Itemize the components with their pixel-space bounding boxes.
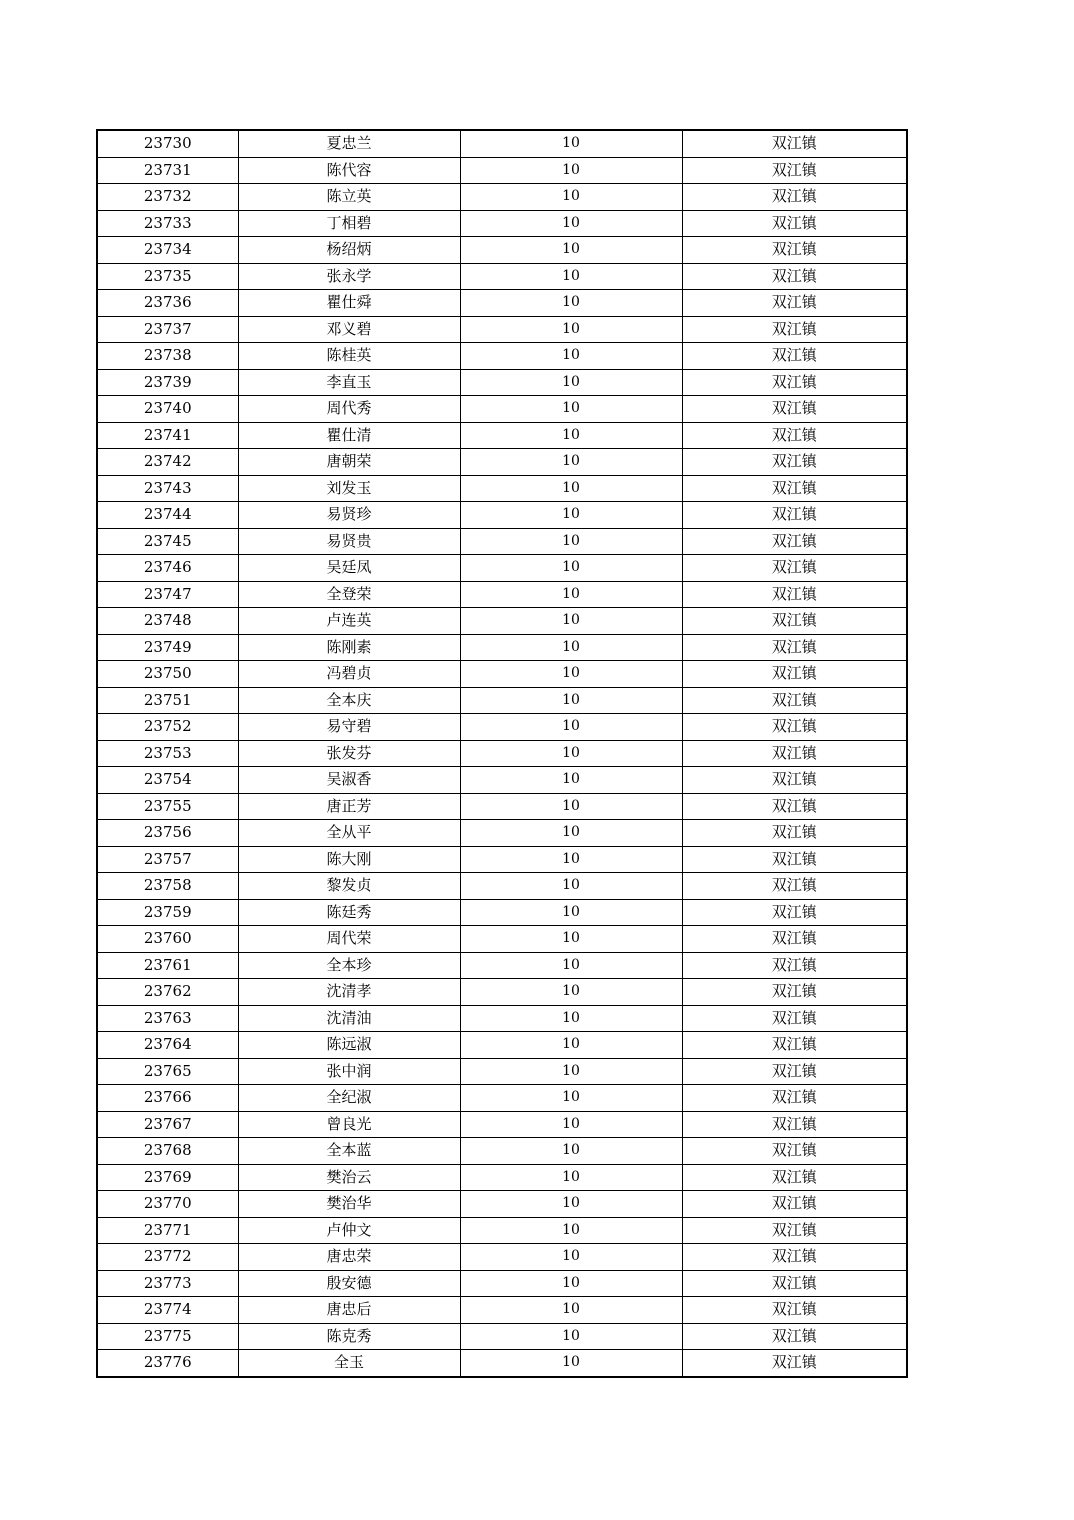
amount-cell: 10 [460,899,682,926]
person-name-cell: 周代秀 [238,396,460,423]
amount-cell: 10 [460,714,682,741]
town-cell: 双江镇 [682,1111,907,1138]
town-cell: 双江镇 [682,714,907,741]
record-id-cell: 23730 [97,130,238,157]
table-row [97,793,907,820]
amount-cell: 10 [460,1032,682,1059]
town-cell: 双江镇 [682,449,907,476]
town-cell: 双江镇 [682,740,907,767]
table-row [97,422,907,449]
amount-cell: 10 [460,608,682,635]
person-name-cell: 陈大刚 [238,846,460,873]
table-row [97,1032,907,1059]
town-cell: 双江镇 [682,502,907,529]
table-row [97,475,907,502]
amount-cell: 10 [460,846,682,873]
table-row [97,290,907,317]
table-row [97,873,907,900]
record-id-cell: 23762 [97,979,238,1006]
amount-cell: 10 [460,661,682,688]
amount-cell: 10 [460,290,682,317]
amount-cell: 10 [460,396,682,423]
table-row [97,687,907,714]
table-row [97,502,907,529]
amount-cell: 10 [460,502,682,529]
person-name-cell: 卢连英 [238,608,460,635]
table-row [97,952,907,979]
town-cell: 双江镇 [682,555,907,582]
amount-cell: 10 [460,979,682,1006]
town-cell: 双江镇 [682,846,907,873]
person-name-cell: 张发芬 [238,740,460,767]
town-cell: 双江镇 [682,422,907,449]
record-id-cell: 23773 [97,1270,238,1297]
person-name-cell: 陈廷秀 [238,899,460,926]
person-name-cell: 吴廷凤 [238,555,460,582]
person-name-cell: 唐忠后 [238,1297,460,1324]
table-row [97,528,907,555]
amount-cell: 10 [460,475,682,502]
person-name-cell: 冯碧贞 [238,661,460,688]
amount-cell: 10 [460,1005,682,1032]
amount-cell: 10 [460,1217,682,1244]
person-name-cell: 樊治云 [238,1164,460,1191]
town-cell: 双江镇 [682,316,907,343]
record-id-cell: 23738 [97,343,238,370]
record-id-cell: 23743 [97,475,238,502]
amount-cell: 10 [460,1138,682,1165]
table-row [97,1164,907,1191]
record-id-cell: 23744 [97,502,238,529]
town-cell: 双江镇 [682,979,907,1006]
record-id-cell: 23772 [97,1244,238,1271]
person-name-cell: 刘发玉 [238,475,460,502]
table-row [97,899,907,926]
record-id-cell: 23755 [97,793,238,820]
person-name-cell: 杨绍炳 [238,237,460,264]
person-name-cell: 陈立英 [238,184,460,211]
table-row [97,1217,907,1244]
person-name-cell: 丁相碧 [238,210,460,237]
record-id-cell: 23763 [97,1005,238,1032]
town-cell: 双江镇 [682,130,907,157]
town-cell: 双江镇 [682,1217,907,1244]
table-row [97,1111,907,1138]
person-name-cell: 陈代容 [238,157,460,184]
record-id-cell: 23751 [97,687,238,714]
table-row [97,449,907,476]
record-id-cell: 23732 [97,184,238,211]
record-id-cell: 23771 [97,1217,238,1244]
person-name-cell: 张中润 [238,1058,460,1085]
town-cell: 双江镇 [682,237,907,264]
record-id-cell: 23774 [97,1297,238,1324]
person-name-cell: 卢仲文 [238,1217,460,1244]
person-name-cell: 殷安德 [238,1270,460,1297]
person-name-cell: 黎发贞 [238,873,460,900]
table-row [97,1191,907,1218]
table-row [97,1138,907,1165]
person-name-cell: 周代荣 [238,926,460,953]
amount-cell: 10 [460,581,682,608]
amount-cell: 10 [460,634,682,661]
town-cell: 双江镇 [682,1032,907,1059]
record-id-cell: 23756 [97,820,238,847]
person-name-cell: 全本珍 [238,952,460,979]
amount-cell: 10 [460,767,682,794]
record-id-cell: 23758 [97,873,238,900]
amount-cell: 10 [460,1270,682,1297]
amount-cell: 10 [460,316,682,343]
table-row [97,184,907,211]
amount-cell: 10 [460,237,682,264]
person-name-cell: 全纪淑 [238,1085,460,1112]
table-row [97,846,907,873]
table-row [97,157,907,184]
amount-cell: 10 [460,210,682,237]
table-row [97,1323,907,1350]
record-id-cell: 23775 [97,1323,238,1350]
record-id-cell: 23736 [97,290,238,317]
town-cell: 双江镇 [682,343,907,370]
table-row [97,740,907,767]
town-cell: 双江镇 [682,1244,907,1271]
table-row [97,1058,907,1085]
town-cell: 双江镇 [682,820,907,847]
table-row [97,767,907,794]
town-cell: 双江镇 [682,1323,907,1350]
record-id-cell: 23733 [97,210,238,237]
record-id-cell: 23761 [97,952,238,979]
amount-cell: 10 [460,263,682,290]
person-name-cell: 吴淑香 [238,767,460,794]
town-cell: 双江镇 [682,1005,907,1032]
town-cell: 双江镇 [682,767,907,794]
amount-cell: 10 [460,555,682,582]
table-row [97,714,907,741]
table-row [97,1297,907,1324]
town-cell: 双江镇 [682,581,907,608]
person-name-cell: 邓义碧 [238,316,460,343]
town-cell: 双江镇 [682,873,907,900]
town-cell: 双江镇 [682,290,907,317]
town-cell: 双江镇 [682,608,907,635]
table-row [97,343,907,370]
amount-cell: 10 [460,952,682,979]
person-name-cell: 易贤珍 [238,502,460,529]
amount-cell: 10 [460,1111,682,1138]
record-id-cell: 23769 [97,1164,238,1191]
town-cell: 双江镇 [682,475,907,502]
table-row [97,555,907,582]
record-id-cell: 23741 [97,422,238,449]
person-name-cell: 易贤贵 [238,528,460,555]
person-name-cell: 张永学 [238,263,460,290]
town-cell: 双江镇 [682,1350,907,1377]
town-cell: 双江镇 [682,184,907,211]
data-table [96,129,908,1378]
person-name-cell: 樊治华 [238,1191,460,1218]
person-name-cell: 夏忠兰 [238,130,460,157]
town-cell: 双江镇 [682,1297,907,1324]
town-cell: 双江镇 [682,369,907,396]
record-id-cell: 23731 [97,157,238,184]
person-name-cell: 全本庆 [238,687,460,714]
town-cell: 双江镇 [682,687,907,714]
record-id-cell: 23746 [97,555,238,582]
table-body [97,130,907,1377]
amount-cell: 10 [460,157,682,184]
town-cell: 双江镇 [682,528,907,555]
table-row [97,926,907,953]
table-row [97,130,907,157]
record-id-cell: 23754 [97,767,238,794]
table-row [97,396,907,423]
town-cell: 双江镇 [682,1085,907,1112]
person-name-cell: 全玉 [238,1350,460,1377]
person-name-cell: 唐朝荣 [238,449,460,476]
town-cell: 双江镇 [682,1270,907,1297]
table-row [97,1085,907,1112]
table-row [97,581,907,608]
table-row [97,1005,907,1032]
table-row [97,1270,907,1297]
record-id-cell: 23760 [97,926,238,953]
person-name-cell: 唐忠荣 [238,1244,460,1271]
person-name-cell: 全登荣 [238,581,460,608]
town-cell: 双江镇 [682,793,907,820]
record-id-cell: 23764 [97,1032,238,1059]
town-cell: 双江镇 [682,1164,907,1191]
amount-cell: 10 [460,130,682,157]
amount-cell: 10 [460,528,682,555]
amount-cell: 10 [460,793,682,820]
person-name-cell: 李直玉 [238,369,460,396]
town-cell: 双江镇 [682,157,907,184]
amount-cell: 10 [460,926,682,953]
table-row [97,263,907,290]
amount-cell: 10 [460,1323,682,1350]
table-row [97,661,907,688]
person-name-cell: 唐正芳 [238,793,460,820]
record-id-cell: 23767 [97,1111,238,1138]
amount-cell: 10 [460,1350,682,1377]
person-name-cell: 沈清孝 [238,979,460,1006]
town-cell: 双江镇 [682,210,907,237]
table-row [97,1244,907,1271]
amount-cell: 10 [460,422,682,449]
record-id-cell: 23745 [97,528,238,555]
table-row [97,210,907,237]
town-cell: 双江镇 [682,1138,907,1165]
town-cell: 双江镇 [682,634,907,661]
record-id-cell: 23765 [97,1058,238,1085]
record-id-cell: 23734 [97,237,238,264]
table-row [97,369,907,396]
amount-cell: 10 [460,369,682,396]
record-id-cell: 23750 [97,661,238,688]
record-id-cell: 23753 [97,740,238,767]
person-name-cell: 全从平 [238,820,460,847]
town-cell: 双江镇 [682,1191,907,1218]
record-id-cell: 23752 [97,714,238,741]
record-id-cell: 23770 [97,1191,238,1218]
person-name-cell: 陈桂英 [238,343,460,370]
amount-cell: 10 [460,820,682,847]
table-row [97,820,907,847]
record-id-cell: 23740 [97,396,238,423]
amount-cell: 10 [460,449,682,476]
table-row [97,634,907,661]
record-id-cell: 23768 [97,1138,238,1165]
amount-cell: 10 [460,687,682,714]
person-name-cell: 曾良光 [238,1111,460,1138]
person-name-cell: 陈克秀 [238,1323,460,1350]
table-row [97,316,907,343]
record-id-cell: 23749 [97,634,238,661]
record-id-cell: 23742 [97,449,238,476]
record-id-cell: 23739 [97,369,238,396]
town-cell: 双江镇 [682,899,907,926]
record-id-cell: 23759 [97,899,238,926]
person-name-cell: 陈远淑 [238,1032,460,1059]
table-row [97,979,907,1006]
town-cell: 双江镇 [682,661,907,688]
town-cell: 双江镇 [682,396,907,423]
record-id-cell: 23747 [97,581,238,608]
town-cell: 双江镇 [682,1058,907,1085]
record-id-cell: 23748 [97,608,238,635]
amount-cell: 10 [460,1058,682,1085]
town-cell: 双江镇 [682,926,907,953]
record-id-cell: 23776 [97,1350,238,1377]
amount-cell: 10 [460,184,682,211]
record-id-cell: 23757 [97,846,238,873]
amount-cell: 10 [460,1085,682,1112]
person-name-cell: 瞿仕清 [238,422,460,449]
record-id-cell: 23766 [97,1085,238,1112]
person-name-cell: 全本蓝 [238,1138,460,1165]
amount-cell: 10 [460,1164,682,1191]
amount-cell: 10 [460,343,682,370]
record-id-cell: 23737 [97,316,238,343]
amount-cell: 10 [460,1297,682,1324]
amount-cell: 10 [460,1244,682,1271]
town-cell: 双江镇 [682,952,907,979]
table-row [97,1350,907,1377]
person-name-cell: 瞿仕舜 [238,290,460,317]
person-name-cell: 陈刚素 [238,634,460,661]
record-id-cell: 23735 [97,263,238,290]
person-name-cell: 易守碧 [238,714,460,741]
table-row [97,608,907,635]
town-cell: 双江镇 [682,263,907,290]
table-row [97,237,907,264]
amount-cell: 10 [460,1191,682,1218]
amount-cell: 10 [460,873,682,900]
amount-cell: 10 [460,740,682,767]
person-name-cell: 沈清油 [238,1005,460,1032]
